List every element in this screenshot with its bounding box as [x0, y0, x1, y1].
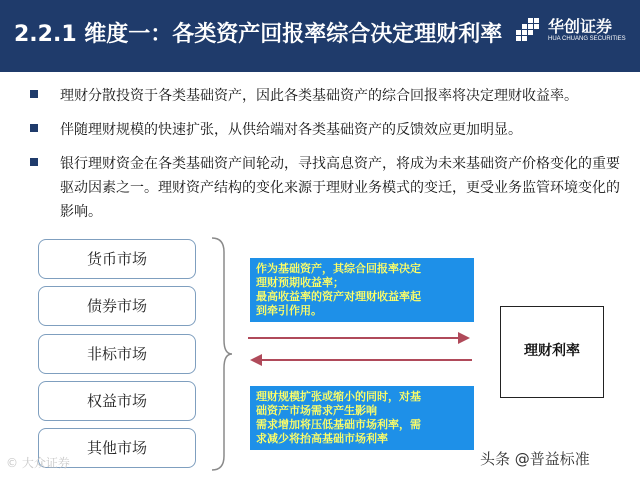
market-box-money: 货币市场 [38, 239, 196, 279]
market-box-nonstandard: 非标市场 [38, 334, 196, 374]
market-bracket [210, 236, 234, 474]
market-box-bond: 债券市场 [38, 286, 196, 326]
info-line: 作为基础资产，其综合回报率决定 [256, 262, 421, 275]
info-line: 理财预期收益率； [256, 276, 344, 289]
bullet-square-icon [30, 158, 38, 166]
left-arrowhead-icon [250, 354, 262, 366]
bullet-item [30, 152, 630, 224]
info-line: 到牵引作用。 [256, 304, 322, 317]
info-line: 需求增加将压低基础市场利率，需 [256, 418, 421, 431]
info-line: 最高收益率的资产对理财收益率起 [256, 290, 421, 303]
watermark-left: © 大众证券 [6, 456, 70, 470]
flow-arrows [240, 324, 480, 368]
logo-mark-icon [514, 16, 544, 46]
bullet-list [30, 84, 630, 234]
bullet-square-icon [30, 124, 38, 132]
slide-title: 2.2.1 维度一：各类资产回报率综合决定理财利率 [14, 22, 503, 47]
company-logo [514, 14, 632, 54]
bullet-square-icon [30, 90, 38, 98]
market-box-equity: 权益市场 [38, 381, 196, 421]
bullet-item [30, 84, 630, 108]
bullet-text: 伴随理财规模的快速扩张，从供给端对各类基础资产的反馈效应更加明显。 [60, 122, 522, 138]
right-arrowhead-icon [458, 332, 470, 344]
bullet-text: 理财分散投资于各类基础资产，因此各类基础资产的综合回报率将决定理财收益率。 [60, 88, 578, 104]
bullet-item [30, 118, 630, 142]
info-line: 理财规模扩张或缩小的同时，对基 [256, 390, 421, 403]
slide-header [0, 0, 640, 72]
logo-name: 华创证券 [548, 17, 613, 36]
asset-return-info-box [250, 258, 474, 322]
info-line: 础资产市场需求产生影响 [256, 404, 377, 417]
wealth-management-rate-box: 理财利率 [500, 306, 604, 398]
watermark-right: 头条 @普益标准 [480, 450, 590, 468]
market-box-other: 其他市场 [38, 428, 196, 468]
scale-effect-info-box [250, 386, 474, 450]
info-line: 求减少将抬高基础市场利率 [256, 432, 388, 445]
bullet-text: 银行理财资金在各类基础资产间轮动，寻找高息资产，将成为未来基础资产价格变化的重要驱动因素之一。理财资产结构的变化来源于理财业务模式的变迁，更受业务监管环境变化的影响。 [60, 156, 620, 220]
logo-english-name: HUA CHUANG SECURITIES [548, 36, 626, 42]
